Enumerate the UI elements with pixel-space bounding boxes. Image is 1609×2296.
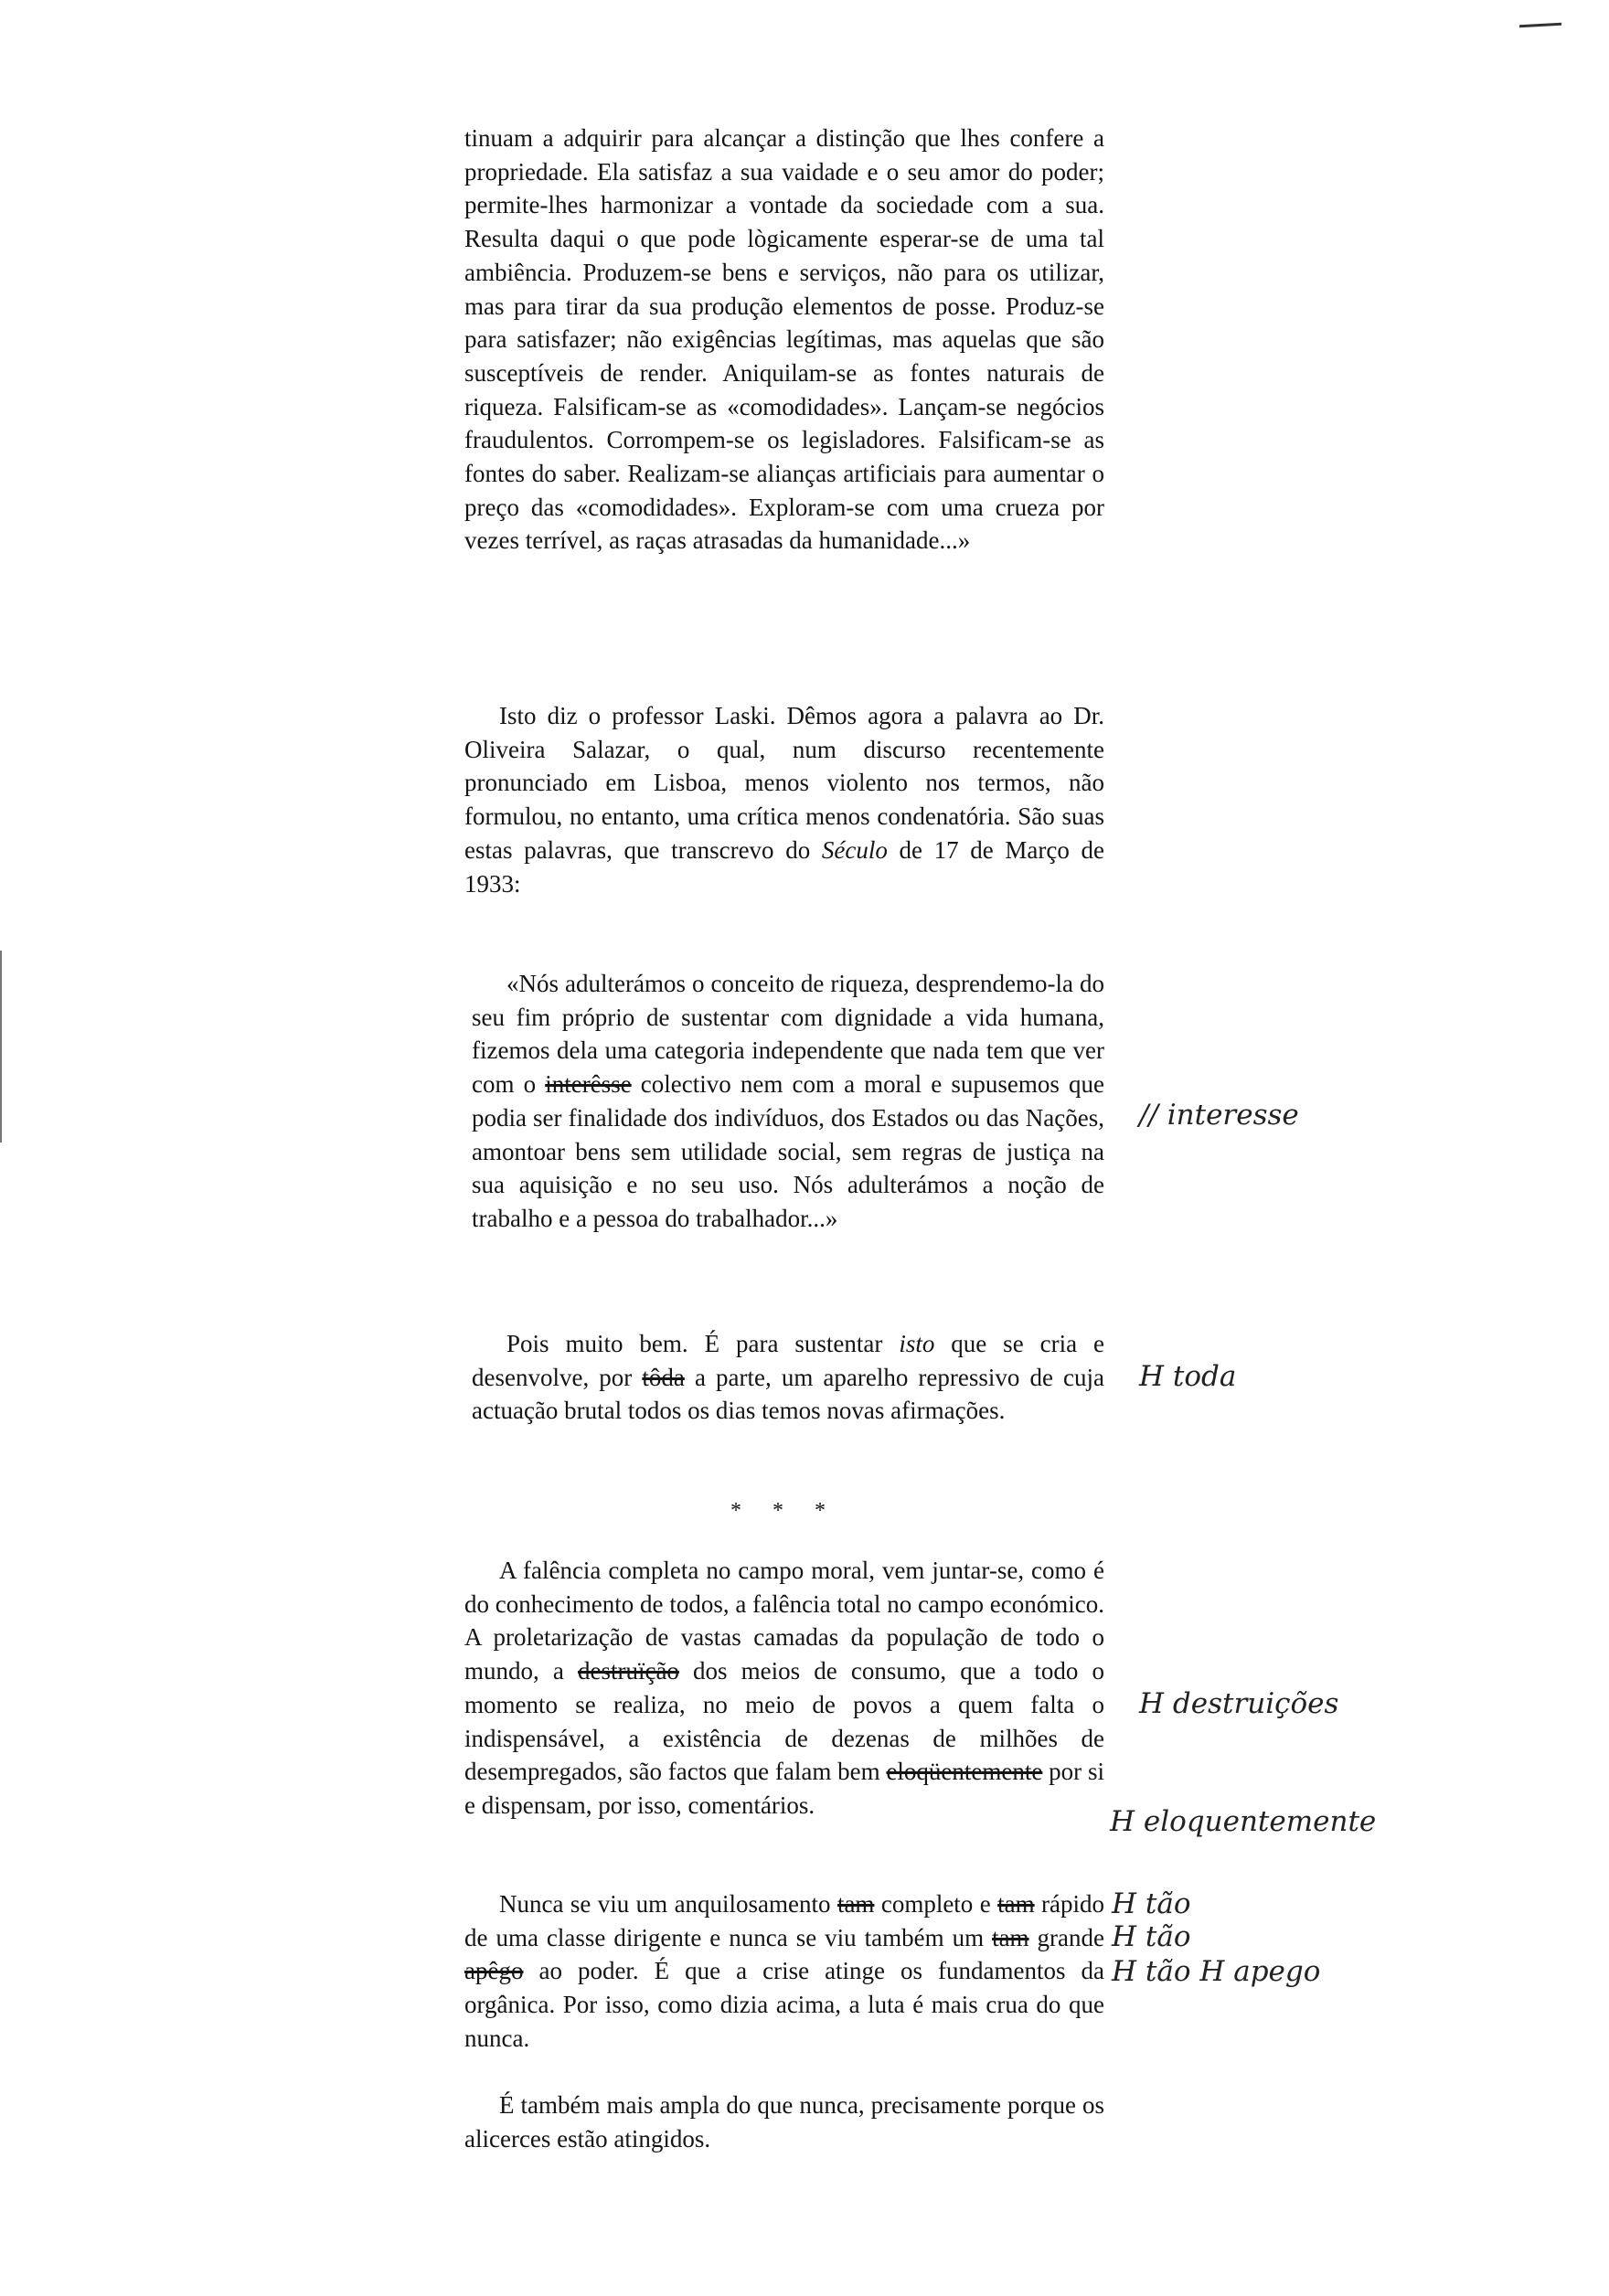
- paragraph-7-text: É também mais ampla do que nunca, precisamente porque os alicerces estão atingidos.: [464, 2091, 1104, 2152]
- paragraph-1: [464, 122, 1104, 558]
- paragraph-6-text-end: ao poder. É que a crise atinge os fundamentos da orgânica. Por isso, como dizia acima, a luta é mais crua do que nunca.: [464, 1957, 1104, 2052]
- paragraph-5-text-end: por si e dispensam, por isso, comentários.: [464, 1758, 1104, 1819]
- paragraph-6: [464, 1887, 1104, 2056]
- quote-text-end: colectivo nem com a moral e supusemos que podia ser finalidade dos indivíduos, dos Estados ou das Nações, amontoar bens sem utilidade social, sem regras de justiça na sua aquisição e no seu uso. Nós adulterámos a noção de trabalho e a pessoa do trabalhador...»: [472, 1070, 1104, 1232]
- corner-pen-mark: [1519, 23, 1561, 27]
- paragraph-6-text-c: rápido de uma classe dirigente e nunca se viu também um: [464, 1890, 1104, 1951]
- quote-text: «Nós adulterámos o conceito de riqueza, desprendemo-la do seu fim próprio de sustentar com dignidade a vida humana, fizemos dela uma categoria independente que nada tem que ver com o: [472, 970, 1104, 1099]
- paragraph-4-text: Pois muito bem. É para sustentar: [506, 1330, 900, 1357]
- section-separator: * * *: [730, 1499, 838, 1523]
- struck-word-tam-3: tam: [992, 1923, 1029, 1951]
- paragraph-4-text-end: a parte, um aparelho repressivo de cuja actuação brutal todos os dias temos novas afirmações.: [472, 1363, 1105, 1425]
- margin-note-tao-2: H tão: [1112, 1920, 1191, 1953]
- struck-word-tam-2: tam: [997, 1890, 1035, 1918]
- paragraph-2-text: Isto diz o professor Laski. Dêmos agora a palavra ao Dr. Oliveira Salazar, o qual, num discurso recentemente pronunciado em Lisboa, menos violento nos termos, não formulou, no entanto, uma crítica menos condenatória. São suas estas palavras, que transcrevo do: [464, 702, 1104, 864]
- paragraph-1-text: tinuam a adquirir para alcançar a distinção que lhes confere a propriedade. Ela satisfaz a sua vaidade e o seu amor do poder; permite-lhes harmonizar a vontade da sociedade com a sua. Resulta daqui o que pode lògicamente esperar-se de uma tal ambiência. Produzem-se bens e serviços, não para os utilizar, mas para tirar da sua produção elementos de posse. Produz-se para satisfazer; não exigências legítimas, mas aquelas que são susceptíveis de render. Aniquilam-se as fontes naturais de riqueza. Falsificam-se as «comodidades». Lançam-se negócios fraudulentos. Corrompem-se os legisladores. Falsificam-se as fontes do saber. Realizam-se alianças artificiais para aumentar o preço das «comodidades». Exploram-se com uma crueza por vezes terrível, as raças atrasadas da humanidade...»: [464, 124, 1104, 555]
- emphasis-isto: isto: [899, 1330, 935, 1357]
- struck-word-interesse: interêsse: [545, 1070, 632, 1099]
- paragraph-2: [464, 699, 1104, 900]
- struck-word-toda: tôda: [642, 1363, 685, 1391]
- scan-edge-mark: [0, 951, 2, 1143]
- paragraph-2-text-end: de 17 de Março de 1933:: [464, 835, 1104, 898]
- paragraph-5-text-mid: dos meios de consumo, que a todo o momento se realiza, no meio de povos a quem falta o indispensável, a existência de dezenas de milhões de desempregados, são factos que falam bem: [464, 1657, 1104, 1786]
- paragraph-4: [472, 1327, 1104, 1428]
- salazar-quote: [472, 967, 1104, 1236]
- paragraph-5-text: A falência completa no campo moral, vem juntar-se, como é do conhecimento de todos, a falência total no campo económico. A proletarização de vastas camadas da população de todo o mundo, a: [464, 1557, 1104, 1685]
- struck-word-destruicao: destruïção: [577, 1657, 679, 1685]
- margin-note-eloquentemente: H eloquentemente: [1110, 1805, 1377, 1838]
- struck-word-tam-1: tam: [836, 1890, 875, 1918]
- margin-note-toda: H toda: [1139, 1360, 1237, 1393]
- margin-note-tao-apego: H tão H apego: [1112, 1955, 1321, 1988]
- struck-word-eloquentemente: eloqüentemente: [886, 1758, 1043, 1786]
- struck-word-apego: apêgo: [464, 1957, 524, 1985]
- margin-note-interesse: // interesse: [1139, 1099, 1299, 1132]
- newspaper-title: Século: [821, 835, 888, 864]
- paragraph-5: [464, 1554, 1104, 1823]
- paragraph-6-text-d: grande: [1028, 1923, 1104, 1951]
- margin-note-destruicoes: H destruições: [1139, 1687, 1339, 1720]
- paragraph-6-text: Nunca se viu um anquilosamento: [499, 1890, 837, 1918]
- margin-note-tao-1: H tão: [1112, 1887, 1191, 1920]
- paragraph-4-text-mid: que se cria e desenvolve, por: [472, 1330, 1104, 1391]
- paragraph-6-text-b: completo e: [874, 1890, 998, 1918]
- paragraph-7: [464, 2089, 1104, 2155]
